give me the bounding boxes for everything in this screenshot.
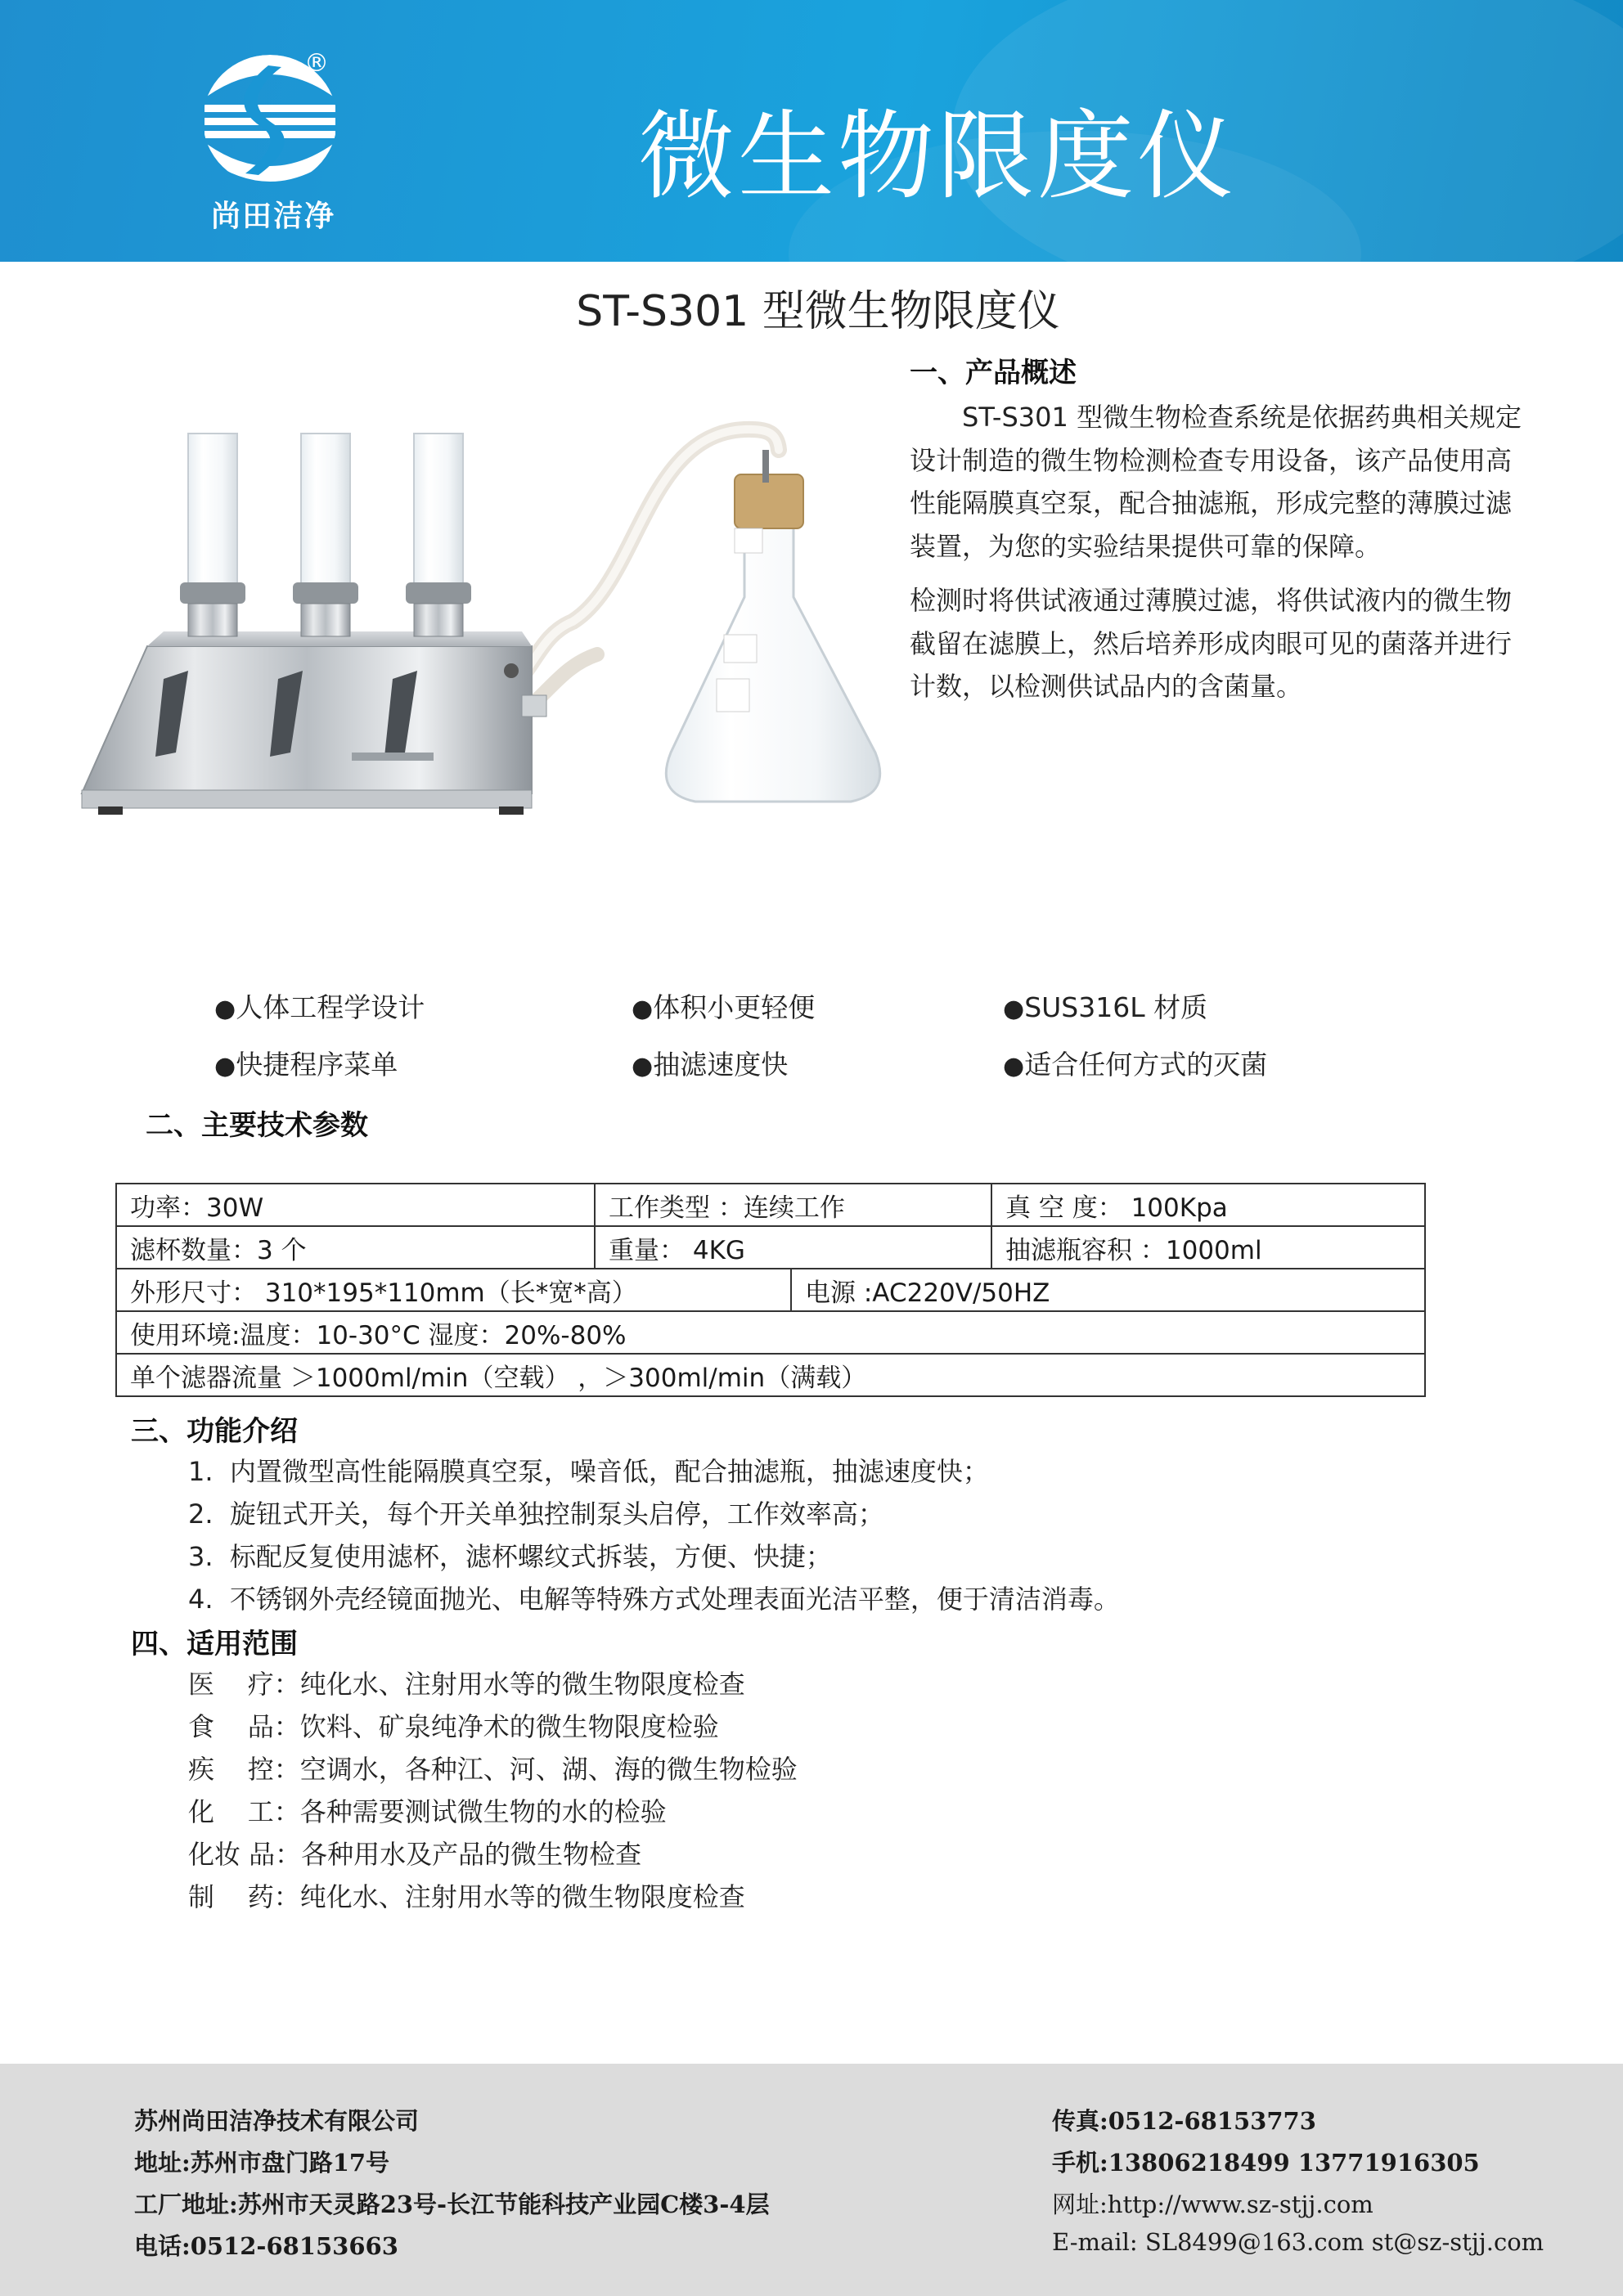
spec-cell: 外形尺寸： 310*195*110mm（长*宽*高） <box>116 1269 791 1311</box>
list-item: 食 品：饮料、矿泉纯净术的微生物限度检验 <box>188 1711 719 1742</box>
feature-item: ●快捷程序菜单 <box>214 1049 398 1081</box>
factory-address: 工厂地址:苏州市天灵路23号-长江节能科技产业园C楼3-4层 <box>134 2190 770 2218</box>
bullet-icon: ● <box>1003 995 1025 1023</box>
list-item: 2. 旋钮式开关，每个开关单独控制泵头启停，工作效率高； <box>188 1498 884 1530</box>
product-title: ST-S301 型微生物限度仪 <box>576 287 1060 336</box>
overview-paragraph: 检测时将供试液通过薄膜过滤，将供试液内的微生物截留在滤膜上，然后培养形成肉眼可见的菌落并进行计数，以检测供试品内的含菌量。 <box>910 585 1513 702</box>
spec-cell: 单个滤器流量 ＞1000ml/min（空载） ，＞300ml/min（满载） <box>116 1354 1425 1396</box>
spec-cell: 滤杯数量：3 个 <box>116 1226 595 1269</box>
table-row <box>116 1269 1425 1311</box>
list-item: 疾 控：空调水，各种江、河、湖、海的微生物检验 <box>188 1754 798 1785</box>
company-website[interactable]: 网址:http://www.sz-stjj.com <box>1052 2190 1373 2218</box>
company-mobile: 手机:13806218499 13771916305 <box>1052 2149 1480 2177</box>
feature-item: ●抽滤速度快 <box>632 1049 789 1081</box>
spec-cell: 功率：30W <box>116 1184 595 1226</box>
feature-item: ●SUS316L 材质 <box>1003 991 1208 1023</box>
spec-cell: 抽滤瓶容积 ：1000ml <box>991 1226 1425 1269</box>
table-row <box>116 1226 1425 1269</box>
overview-heading: 一、产品概述 <box>910 357 1077 389</box>
header-banner <box>0 0 1623 262</box>
feature-item: ●体积小更轻便 <box>632 991 816 1023</box>
bullet-icon: ● <box>214 1052 236 1081</box>
feature-item: ●人体工程学设计 <box>214 991 425 1023</box>
spec-table <box>115 1183 1426 1397</box>
table-row <box>116 1354 1425 1396</box>
product-photo <box>74 368 900 875</box>
bullet-icon: ● <box>214 995 236 1023</box>
list-item: 化 工：各种需要测试微生物的水的检验 <box>188 1796 667 1827</box>
spec-cell: 真 空 度： 100Kpa <box>991 1184 1425 1226</box>
list-item: 1. 内置微型高性能隔膜真空泵，噪音低，配合抽滤瓶，抽滤速度快； <box>188 1456 989 1487</box>
spec-cell: 电源 :AC220V/50HZ <box>791 1269 1425 1311</box>
header-title: 微生物限度仪 <box>638 100 1238 213</box>
bullet-icon: ● <box>632 1052 654 1081</box>
list-item: 化妆 品：各种用水及产品的微生物检查 <box>188 1839 642 1870</box>
list-item: 3. 标配反复使用滤杯，滤杯螺纹式拆装，方便、快捷； <box>188 1541 832 1572</box>
company-phone: 电话:0512-68153663 <box>134 2232 398 2260</box>
spec-cell: 重量： 4KG <box>595 1226 991 1269</box>
bullet-icon: ● <box>1003 1052 1025 1081</box>
company-address: 地址:苏州市盘门路17号 <box>134 2149 390 2177</box>
spec-cell: 工作类型 ：连续工作 <box>595 1184 991 1226</box>
list-item: 医 疗：纯化水、注射用水等的微生物限度检查 <box>188 1669 745 1700</box>
scope-heading: 四、适用范围 <box>131 1628 298 1660</box>
table-row <box>116 1311 1425 1354</box>
company-email[interactable]: E-mail: SL8499@163.com st@sz-stjj.com <box>1052 2228 1544 2256</box>
brand-name: 尚田洁净 <box>210 200 335 233</box>
company-name: 苏州尚田洁净技术有限公司 <box>134 2107 420 2135</box>
list-item: 制 药：纯化水、注射用水等的微生物限度检查 <box>188 1881 745 1912</box>
functions-heading: 三、功能介绍 <box>131 1415 298 1448</box>
overview-text <box>910 396 1525 720</box>
spec-cell: 使用环境:温度：10-30°C 湿度：20%-80% <box>116 1311 1425 1354</box>
footer <box>0 2064 1623 2296</box>
list-item: 4. 不锈钢外壳经镜面抛光、电解等特殊方式处理表面光洁平整，便于清洁消毒。 <box>188 1584 1120 1615</box>
table-row <box>116 1184 1425 1226</box>
bullet-icon: ● <box>632 995 654 1023</box>
overview-paragraph: ST-S301 型微生物检查系统是依据药典相关规定设计制造的微生物检测检查专用设备，该产品使用高性能隔膜真空泵，配合抽滤瓶，形成完整的薄膜过滤装置，为您的实验结果提供可靠的保障。 <box>910 402 1522 562</box>
specs-heading: 二、主要技术参数 <box>146 1109 368 1142</box>
company-fax: 传真:0512-68153773 <box>1052 2107 1316 2135</box>
registered-mark: ® <box>304 49 329 78</box>
feature-item: ●适合任何方式的灭菌 <box>1003 1049 1268 1081</box>
